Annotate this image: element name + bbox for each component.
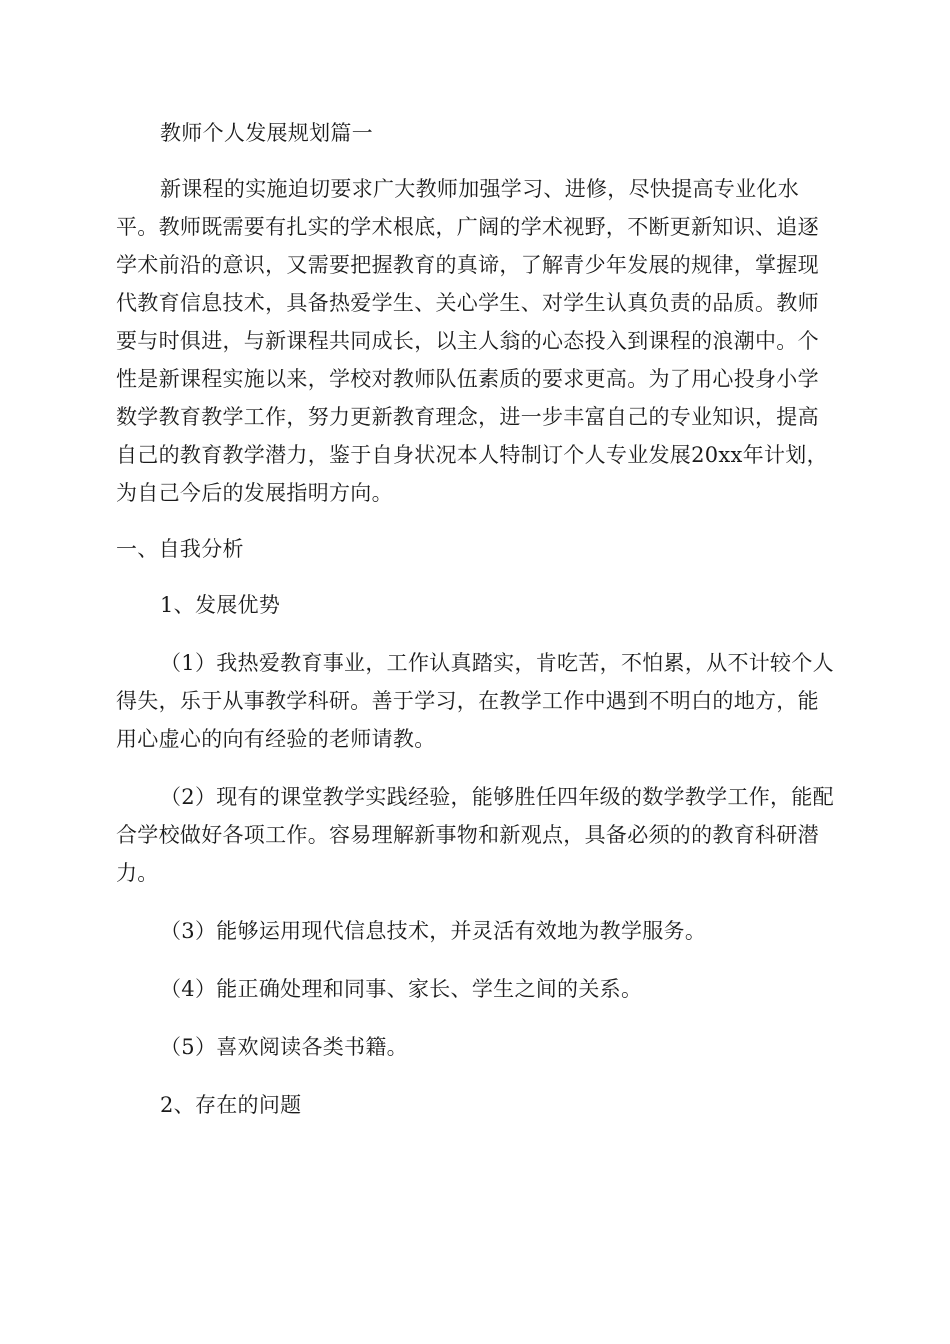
strength-item-2: （2）现有的课堂教学实践经验，能够胜任四年级的数学教学工作，能配合学校做好各项工作。容易理解新事物和新观点，具备必须的的教育科研潜力。 [116,785,834,885]
strength-item-3: （3）能够运用现代信息技术，并灵活有效地为教学服务。 [160,919,707,943]
subheading-strengths: 1、发展优势 [160,593,281,617]
section-heading-self-analysis: 一、自我分析 [116,537,244,561]
intro-paragraph: 新课程的实施迫切要求广大教师加强学习、进修，尽快提高专业化水平。教师既需要有扎实的学术根底，广阔的学术视野，不断更新知识、追逐学术前沿的意识，又需要把握教育的真谛，了解青少年发展的规律，掌握现代教育信息技术，具备热爱学生、关心学生、对学生认真负责的品质。教师要与时俱进，与新课程共同成长，以主人翁的心态投入到课程的浪潮中。个性是新课程实施以来，学校对教师队伍素质的要求更高。为了用心投身小学数学教育教学工作，努力更新教育理念，进一步丰富自己的专业知识，提高自己的教育教学潜力，鉴于自身状况本人特制订个人专业发展20xx年计划，为自己今后的发展指明方向。 [116,177,828,505]
subheading-problems: 2、存在的问题 [160,1093,302,1117]
strength-item-5: （5）喜欢阅读各类书籍。 [160,1035,408,1059]
document-body [116,114,834,1124]
document-title: 教师个人发展规划篇一 [160,121,373,145]
strength-item-1: （1）我热爱教育事业，工作认真踏实，肯吃苦，不怕累，从不计较个人得失，乐于从事教学科研。善于学习，在教学工作中遇到不明白的地方，能用心虚心的向有经验的老师请教。 [116,651,834,751]
strength-item-4: （4）能正确处理和同事、家长、学生之间的关系。 [160,977,643,1001]
